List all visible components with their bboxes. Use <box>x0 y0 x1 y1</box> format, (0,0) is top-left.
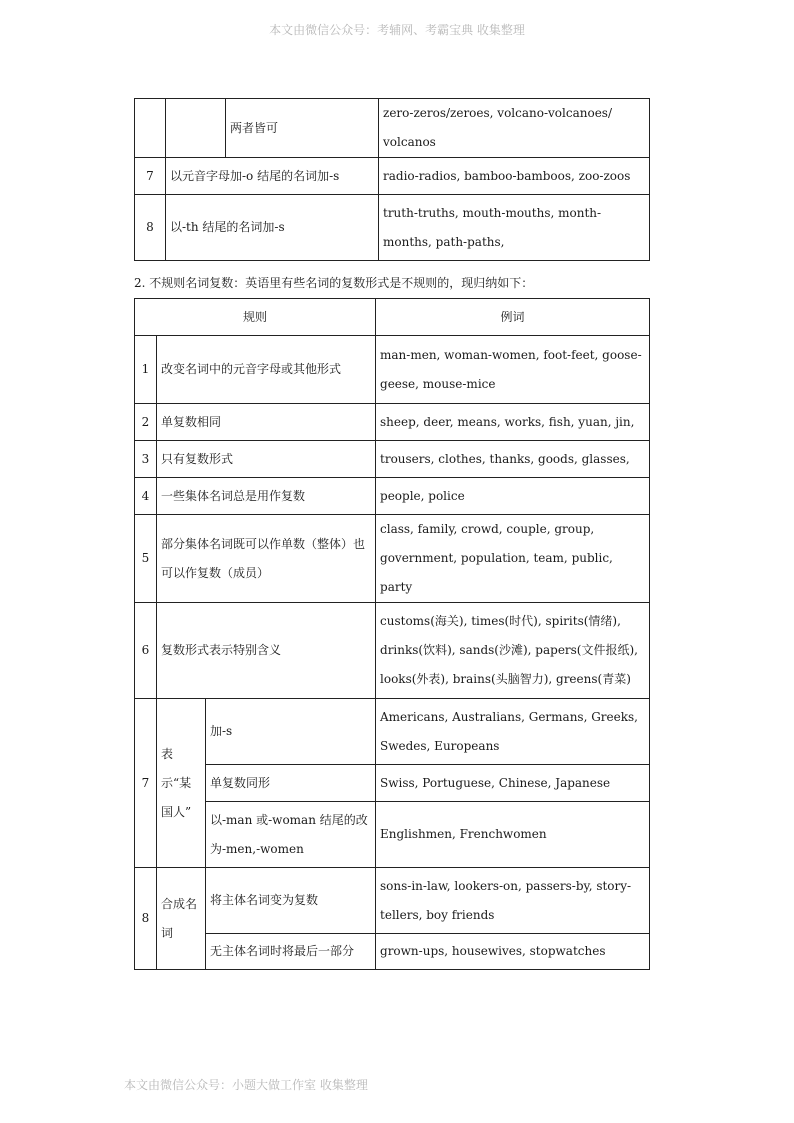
rule-cell: 将主体名词变为复数 <box>206 868 376 934</box>
rule-cell: 一些集体名词总是用作复数 <box>157 478 376 515</box>
table-row <box>135 934 650 970</box>
rule-cell: 两者皆可 <box>226 99 379 158</box>
rule-cell: 以-th 结尾的名词加-s <box>166 195 379 261</box>
group-cell-compound: 合成名词 <box>157 868 206 970</box>
table-row <box>135 603 650 699</box>
row-number: 8 <box>135 195 166 261</box>
row-number: 6 <box>135 603 157 699</box>
example-cell: truth-truths, mouth-mouths, month-months, path-paths, <box>379 195 650 261</box>
rule-cell: 只有复数形式 <box>157 441 376 478</box>
table-row <box>135 699 650 765</box>
row-number: 4 <box>135 478 157 515</box>
table-row <box>135 441 650 478</box>
example-cell: man-men, woman-women, foot-feet, goose-geese, mouse-mice <box>376 336 650 404</box>
row-number: 1 <box>135 336 157 404</box>
rule-cell: 以元音字母加-o 结尾的名词加-s <box>166 158 379 195</box>
example-cell: Swiss, Portuguese, Chinese, Japanese <box>376 765 650 802</box>
example-cell: Americans, Australians, Germans, Greeks, Swedes, Europeans <box>376 699 650 765</box>
table-row <box>135 404 650 441</box>
example-cell: Englishmen, Frenchwomen <box>376 802 650 868</box>
row-number: 2 <box>135 404 157 441</box>
example-cell: zero-zeros/zeroes, volcano-volcanoes/ volcanos <box>379 99 650 158</box>
example-cell: sheep, deer, means, works, fish, yuan, jin, <box>376 404 650 441</box>
table-row <box>135 99 650 158</box>
rule-cell: 改变名词中的元音字母或其他形式 <box>157 336 376 404</box>
num-cell <box>135 99 166 158</box>
row-number: 5 <box>135 515 157 603</box>
table-row <box>135 868 650 934</box>
table-row <box>135 195 650 261</box>
table-row <box>135 765 650 802</box>
row-number: 8 <box>135 868 157 970</box>
table-header-row <box>135 299 650 336</box>
section-heading: 2. 不规则名词复数：英语里有些名词的复数形式是不规则的，现归纳如下： <box>134 276 534 290</box>
row-number: 3 <box>135 441 157 478</box>
group-cell-nationality: 表示“某国人” <box>157 699 206 868</box>
header-rule: 规则 <box>135 299 376 336</box>
regular-plural-table-continued <box>134 98 650 261</box>
row-number: 7 <box>135 158 166 195</box>
example-cell: customs(海关), times(时代), spirits(情绪), drinks(饮料), sands(沙滩), papers(文件报纸), looks(外表), brains(头脑智力), greens(青菜) <box>376 603 650 699</box>
table-row <box>135 158 650 195</box>
rule-cell: 加-s <box>206 699 376 765</box>
rule-cell: 单复数同形 <box>206 765 376 802</box>
example-cell: radio-radios, bamboo-bamboos, zoo-zoos <box>379 158 650 195</box>
row-number: 7 <box>135 699 157 868</box>
example-cell: trousers, clothes, thanks, goods, glasses, <box>376 441 650 478</box>
example-cell: people, police <box>376 478 650 515</box>
watermark-top: 本文由微信公众号：考辅网、考霸宝典 收集整理 <box>269 23 525 37</box>
rule-cell: 单复数相同 <box>157 404 376 441</box>
header-example: 例词 <box>376 299 650 336</box>
table-row <box>135 515 650 603</box>
rule-cell: 复数形式表示特别含义 <box>157 603 376 699</box>
watermark-bottom: 本文由微信公众号：小题大做工作室 收集整理 <box>124 1078 368 1092</box>
table-row <box>135 478 650 515</box>
example-cell: class, family, crowd, couple, group, government, population, team, public, party <box>376 515 650 603</box>
example-cell: sons-in-law, lookers-on, passers-by, story-tellers, boy friends <box>376 868 650 934</box>
table-row <box>135 802 650 868</box>
rule-cell: 部分集体名词既可以作单数（整体）也可以作复数（成员） <box>157 515 376 603</box>
rule-cell: 以-man 或-woman 结尾的改为-men,-women <box>206 802 376 868</box>
example-cell: grown-ups, housewives, stopwatches <box>376 934 650 970</box>
sub-cell <box>166 99 226 158</box>
rule-cell: 无主体名词时将最后一部分 <box>206 934 376 970</box>
irregular-plural-table <box>134 298 650 970</box>
table-row <box>135 336 650 404</box>
